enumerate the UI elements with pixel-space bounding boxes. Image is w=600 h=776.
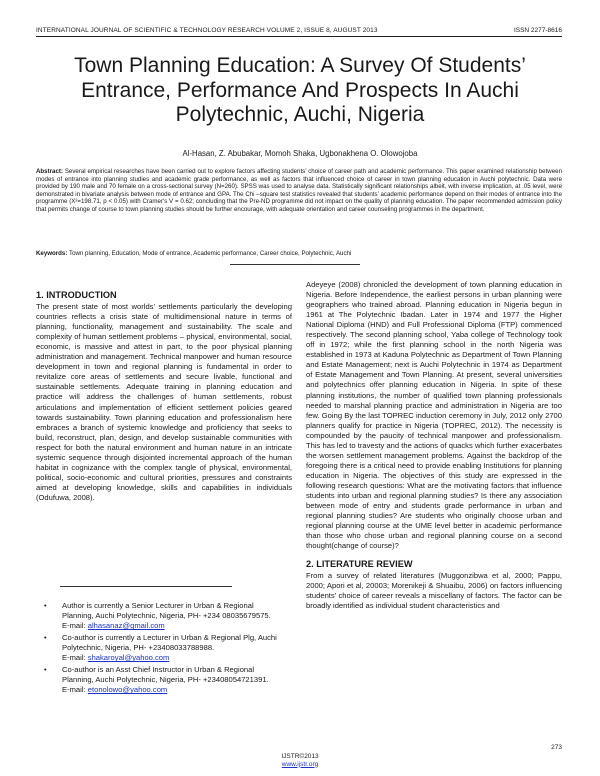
footnote-text: Co-author is an Asst Chief Instructor in Urban & Regional Planning, Auchi Polytechnic, Nigeria, PH- +23408054721391.: [62, 665, 269, 685]
issn-number: ISSN 2277-8616: [513, 27, 562, 34]
left-column: [36, 290, 292, 503]
email-link[interactable]: shakaroyal@yahoo.com: [87, 653, 170, 663]
literature-review-text: From a survey of related literatures (Muggonzibwa et al, 2000; Pappu, 2000; Apori et al, 20003; Morenikeji & Shuaibu, 2006) on factors influencing students' choice of career reveals a miscellany of factors. The factor can be broadly identified as individual student characteristics and: [306, 571, 562, 611]
abstract-label: Abstract:: [36, 168, 63, 175]
right-column: [306, 280, 562, 612]
footer-copyright: IJSTR©2013: [281, 753, 319, 760]
header-rule: [36, 36, 562, 37]
keywords-label: Keywords:: [36, 250, 68, 257]
email-link[interactable]: alhasanaz@gmail.com: [87, 621, 165, 631]
page-number: 273: [551, 744, 562, 751]
keywords-text: Town planning, Education, Mode of entrance, Academic performance, Career choice, Polytechnic, Auchi: [69, 250, 352, 257]
email-label: E-mail:: [62, 621, 86, 631]
page-footer: [0, 753, 600, 768]
email-label: E-mail:: [62, 653, 86, 663]
footer-website-link[interactable]: www.ijstr.org: [281, 760, 319, 768]
footnote-divider: [60, 586, 232, 587]
introduction-text: The present state of most worlds’ settlements particularly the developing countries reflects a crisis state of multidimensional nature in terms of planning, functionality, management and sustainability. The scale and complexity of human settlement problems – physical, environmental, social, economic, is massive and attest in part, to the poor physical planning administration and management. Technical manpower and human resource development in town and regional planning is fundamental in order to revitalize core areas of settlements and secure livable, functional and sustainable settlements. Adequate training in planning education and practice will address the challenges of human settlements, robust articulations and implementation of efficient settlement policies geared towards sustainability. Town planning education and professionalism here embraces a branch of systemic knowledge and proficiency that seeks to build, reconstruct, plan, design, and develop sustainable communities with respect for both the natural environment and human nature in an intricate systemic sequence through disjointed incremental approach of the human habitat in cognizance with the complex tangle of physical, environmental, political, socio-economic and cultural priorities, pressures and constraints aimed at developing knowledge, skills and capabilities in individuals (Odufuwa, 2008).: [36, 302, 292, 502]
literature-review-heading: 2. LITERATURE REVIEW: [306, 559, 413, 570]
author-footnotes: [44, 601, 284, 697]
footnote-item: [44, 633, 284, 663]
author-list: Al-Hasan, Z. Abubakar, Momoh Shaka, Ugbonakhena O. Olowojoba: [182, 149, 418, 158]
keywords-divider: [230, 264, 360, 265]
introduction-heading: 1. INTRODUCTION: [36, 290, 117, 300]
paper-title: Town Planning Education: A Survey Of Students’ Entrance, Performance And Prospects In Auchi Polytechnic, Auchi, Nigeria: [74, 54, 526, 126]
bullet-icon: •: [44, 633, 47, 643]
bullet-icon: •: [44, 601, 47, 610]
abstract-text: Several empirical researches have been carried out to explore factors affecting students’ choice of career path and academic performance. This paper examined relationship between modes of entrance into planning studies and academic grade performance, as well as factors that influenced choice of career in town planning education in Auchi polytechnic. Data were provided by 190 male and 70 female on a cross-sectional survey (N=260). SPSS was used to analyse data. Statistically significant relationships albeit, with inverse implication, at .05 level, were demonstrated in bivariate analysis between mode of entrance and GPA. The Chi –square test statistics revealed that students’ academic performance depend on their modes of entrance into the programme (X²=198.71, p < 0.05) with Cramer's V = 0.62; concluding that the Pre-ND programme did not impact on the quality of planning education. The paper recommended admission policy that permits change of course to town planning studies should be further encourage, with adequate orientation and career counseling programmes in the department.: [36, 168, 562, 213]
abstract: [36, 168, 562, 214]
footnote-text: Co-author is currently a Lecturer in Urban & Regional Plg, Auchi Polytechnic, Nigeria, PH- +23408033788988.: [62, 633, 277, 653]
email-link[interactable]: etonolowo@yahoo.com: [87, 685, 168, 695]
journal-header: INTERNATIONAL JOURNAL OF SCIENTIFIC & TECHNOLOGY RESEARCH VOLUME 2, ISSUE 8, AUGUST 2013: [36, 27, 378, 34]
footnote-text: Author is currently a Senior Lecturer in Urban & Regional Planning, Auchi Polytechnic, Nigeria, PH- +234 08035679575.: [62, 601, 271, 621]
footnote-item: [44, 665, 284, 695]
keywords: [36, 250, 562, 257]
right-column-text: Adeyeye (2008) chronicled the development of town planning education in Nigeria. Before Independence, the earliest persons in urban planning were geographers who trained abroad. Planning education in Nigeria begun in 1961 at The Polytechnic Ibadan. Later in 1974 and 1977 the Higher National Diploma (HND) and Full Professional Diploma (FTP) commenced respectively. The second planning school, Yaba college of Technology took off in 1972; while the first planning school in the north Nigeria was established in 1973 at Kaduna Polytechnic as Department of Town Planning and Estate Management; next is Auchi Polytechnic in 1974 as Department of Estate Management and Town Planning. At present, several universities and polytechnics offer planning education in Nigeria. In spite of these planning institutions, the number of qualified town planning professionals needed to marshal planning practice and administration in Nigeria are too few. Going By the last TOPREC induction ceremony in July, 2012 only 2700 planners qualify for practice in Nigeria (TOPREC, 2012). The necessity is compounded by the paucity of technical manpower and professionalism. This has led to travesty and the actions of quacks which further exacerbates the worsen settlement management problems. Against the backdrop of the foregoing there is a critical need to provide enabling Institutions for planning education in Nigeria. The objectives of this study are expressed in the following research questions: What are the motivating factors that influence students into urban and regional planning studies? Is there any association between mode of entry and students grade performance in urban and regional planning studies? Are students who originally choose urban and regional planning course at the UME level better in academic performance than those who chose urban and regional planning course on a second thought(change of course)?: [306, 280, 562, 551]
email-label: E-mail:: [62, 685, 86, 695]
footnote-item: [44, 601, 284, 631]
bullet-icon: •: [44, 665, 47, 675]
